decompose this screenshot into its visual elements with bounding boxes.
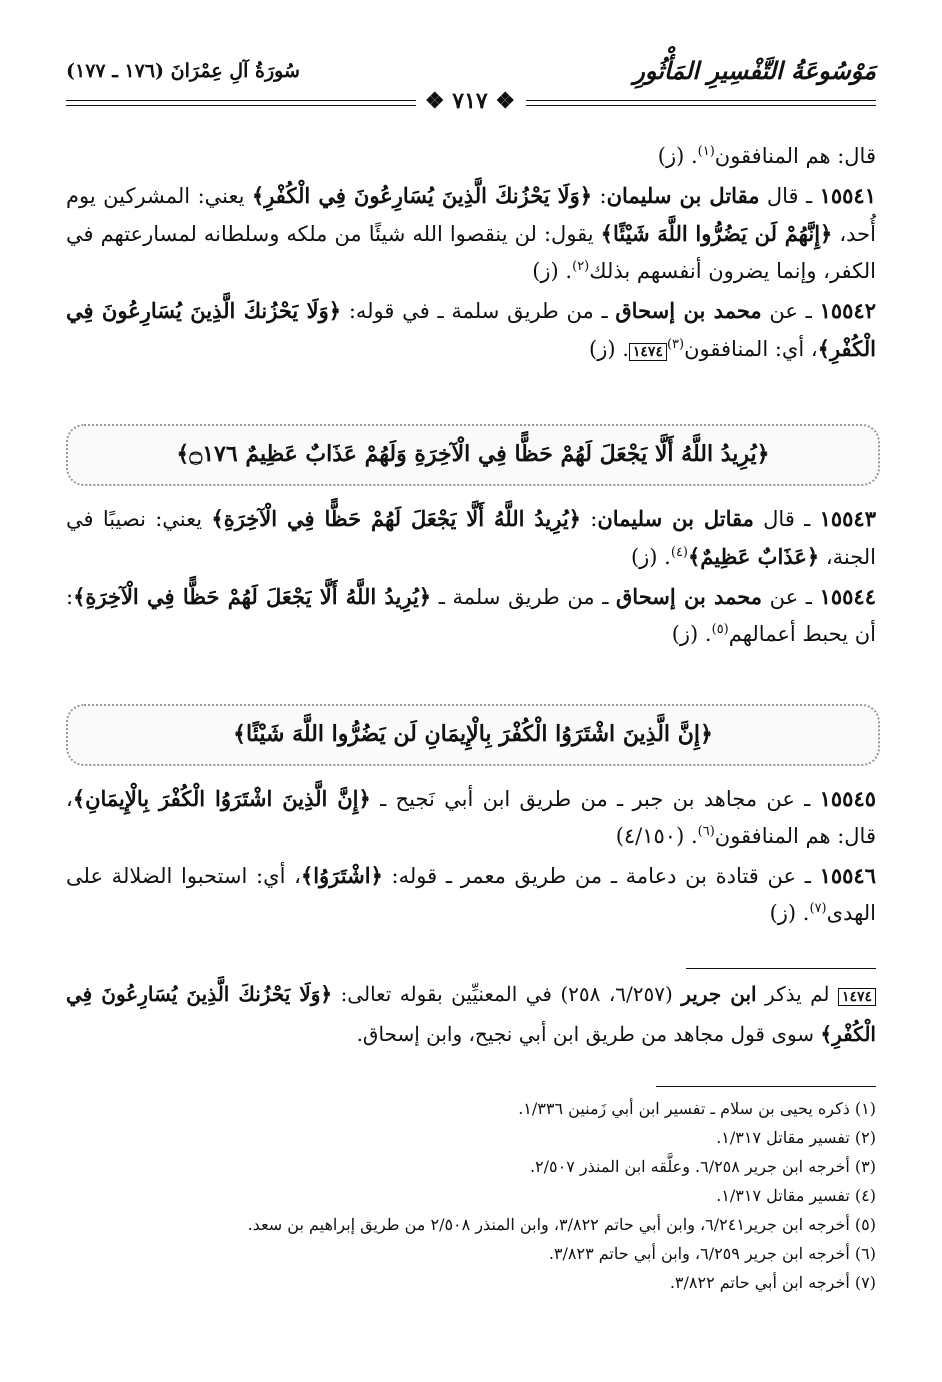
footnote-marker: (٤) — [670, 545, 688, 560]
verse-box-176: ﴿يُرِيدُ اللَّهُ أَلَّا يَجْعَلَ لَهُمْ حَظًّا فِي الْآخِرَةِ وَلَهُمْ عَذَابٌ عَظِيمٌ ۝١٧٦﴾ — [66, 424, 880, 486]
narrator-name: مقاتل بن سليمان — [606, 183, 760, 208]
p5-text-1: ـ عن مجاهد بن جبر ـ من طريق ابن أبي نَجيح ـ — [370, 787, 820, 811]
narration-number: ١٥٥٤٦ — [819, 863, 876, 888]
footnote-marker: (٦) — [697, 824, 715, 839]
verse-box-177: ﴿إِنَّ الَّذِينَ اشْتَرَوُا الْكُفْرَ بِالْإِيمَانِ لَن يَضُرُّوا اللَّهَ شَيْئًا﴾ — [66, 704, 880, 766]
paragraph-15542 — [66, 292, 876, 371]
footnote-5: (٥) أخرجه ابن جرير٦/٢٤١، وابن أبي حاتم ٣/٨٢٢، وابن المنذر ٢/٥٠٨ من طريق إبراهيم بن سعد. — [247, 1215, 876, 1234]
quran-quote: ﴿اشْتَرَوُا﴾ — [300, 863, 383, 888]
paragraph-15545 — [66, 780, 876, 855]
p5-tail: . (٤/١٥٠) — [615, 824, 698, 848]
narrator-name: محمد بن إسحاق — [616, 584, 763, 609]
comment-text-3: سوى قول مجاهد من طريق ابن أبي نجيح، وابن إسحاق. — [356, 1022, 821, 1046]
footnote-marker: (٣) — [666, 337, 685, 352]
footnote-6: (٦) أخرجه ابن جرير ٦/٢٥٩، وابن أبي حاتم ٣/٨٢٣. — [548, 1244, 876, 1263]
text-block-2 — [66, 500, 876, 655]
quran-quote: ﴿يُرِيدُ اللَّهُ أَلَّا يَجْعَلَ لَهُمْ حَظًّا فِي الْآخِرَةِ﴾ — [211, 506, 581, 531]
p1-dash: ـ قال — [759, 184, 820, 208]
p3-colon: : — [581, 507, 598, 531]
p0-text: قال: هم المنافقون — [714, 144, 876, 168]
p1-tail: . (ز) — [532, 259, 573, 283]
p6-tail: . (ز) — [769, 901, 810, 925]
p4-dash: ـ عن — [762, 585, 820, 609]
quran-quote: ﴿وَلَا يَحْزُنكَ الَّذِينَ يُسَارِعُونَ فِي الْكُفْرِ﴾ — [66, 982, 876, 1046]
page-number: ❖ ٧١٧ ❖ — [424, 88, 516, 114]
book-title: مَوْسُوعَةُ التَّفْسِيرِ المَأْثُورِ — [633, 56, 876, 85]
footnote-marker: (١) — [697, 144, 715, 159]
footnotes-rule — [656, 1086, 876, 1087]
quran-quote: ﴿إِنَّهُمْ لَن يَضُرُّوا اللَّهَ شَيْئًا﴾ — [600, 221, 833, 246]
commentary-note — [66, 976, 876, 1053]
p3-text-1: يعني: نصيبًا في الجنة، — [66, 507, 876, 569]
quran-quote: ﴿عَذَابٌ عَظِيمٌ﴾ — [688, 544, 820, 569]
p3-tail: . (ز) — [630, 545, 671, 569]
paragraph-15544 — [66, 578, 876, 653]
header-rule-left — [66, 100, 416, 106]
quran-quote: ﴿يُرِيدُ اللَّهُ أَلَّا يَجْعَلَ لَهُمْ حَظًّا فِي الْآخِرَةِ﴾ — [73, 584, 432, 609]
narration-number: ١٥٥٤١ — [819, 183, 876, 208]
p1-text-1: يعني: المشركين يوم أُحد، — [66, 184, 876, 246]
comment-text-1: لم يذكر — [756, 982, 838, 1006]
footnote-4: (٤) تفسير مقاتل ١/٣١٧. — [716, 1186, 876, 1205]
commentator-name: ابن جرير — [681, 982, 757, 1006]
paragraph-15546 — [66, 857, 876, 932]
p3-dash: ـ قال — [753, 507, 820, 531]
p4-text-2: : أن يحبط أعمالهم — [66, 585, 876, 646]
paragraph-15541 — [66, 177, 876, 290]
footnote-2: (٢) تفسير مقاتل ١/٣١٧. — [716, 1128, 876, 1147]
p1-text-2: يقول: لن ينقصوا الله شيئًا من ملكه وسلطانه لمسارعتهم في الكفر، وإنما يضرون أنفسهم بذلك — [66, 222, 876, 283]
header-rule-right — [526, 100, 876, 106]
p6-text-1: ـ عن قتادة بن دعامة ـ من طريق معمر ـ قوله: — [382, 864, 820, 888]
footnote-1: (١) ذكره يحيى بن سلام ـ تفسير ابن أبي زَمنين ١/٣٣٦. — [518, 1099, 876, 1118]
p4-text-1: ـ من طريق سلمة ـ — [431, 585, 617, 609]
narration-number: ١٥٥٤٣ — [819, 506, 876, 531]
p4-tail: . (ز) — [671, 622, 712, 646]
page-number-value: ٧١٧ — [452, 88, 488, 114]
narrator-name: محمد بن إسحاق — [615, 298, 762, 323]
p1-colon: : — [592, 184, 607, 208]
p2-tail: . (ز) — [589, 337, 629, 361]
p0-tail: . (ز) — [657, 144, 698, 168]
footnotes — [66, 1094, 876, 1297]
p2-dash: ـ عن — [761, 299, 820, 323]
quran-quote: ﴿وَلَا يَحْزُنكَ الَّذِينَ يُسَارِعُونَ فِي الْكُفْرِ﴾ — [251, 183, 593, 208]
footnote-marker: (٢) — [572, 259, 590, 274]
narration-number: ١٥٥٤٤ — [819, 584, 876, 609]
p5-text-2: ، قال: هم المنافقون — [66, 787, 876, 848]
footnote-marker: (٧) — [809, 901, 827, 916]
p6-text-2: ، أي: استحبوا الضلالة على الهدى — [66, 864, 876, 925]
p2-text-1: ـ من طريق سلمة ـ في قوله: — [341, 299, 616, 323]
footnote-3: (٣) أخرجه ابن جرير ٦/٢٥٨. وعلَّقه ابن المنذر ٢/٥٠٧. — [529, 1157, 876, 1176]
quran-quote: ﴿وَلَا يَحْزُنكَ الَّذِينَ يُسَارِعُونَ فِي الْكُفْرِ﴾ — [66, 298, 876, 361]
narration-number: ١٥٥٤٢ — [819, 298, 876, 323]
commentary-ref-box[interactable]: ١٤٧٤ — [629, 343, 667, 361]
p2-text-2: ، أي: المنافقون — [684, 337, 818, 361]
narration-number: ١٥٥٤٥ — [819, 786, 877, 811]
paragraph-0 — [66, 138, 876, 175]
comment-text-2: (٦/٢٥٧، ٢٥٨) في المعنيِّين بقوله تعالى: — [332, 982, 682, 1006]
commentary-rule — [686, 968, 876, 969]
commentary-ref-box[interactable]: ١٤٧٤ — [838, 988, 876, 1006]
quran-quote: ﴿إِنَّ الَّذِينَ اشْتَرَوُا الْكُفْرَ بِالْإِيمَانِ﴾ — [72, 786, 371, 811]
footnote-marker: (٥) — [711, 622, 729, 637]
text-block-3 — [66, 780, 876, 934]
footnote-7: (٧) أخرجه ابن أبي حاتم ٣/٨٢٢. — [669, 1273, 876, 1292]
text-block-1 — [66, 138, 876, 373]
paragraph-15543 — [66, 500, 876, 576]
surah-title: سُورَةُ آلِ عِمْرَانَ (١٧٦ ـ ١٧٧) — [66, 60, 300, 82]
narrator-name: مقاتل بن سليمان — [597, 506, 754, 531]
